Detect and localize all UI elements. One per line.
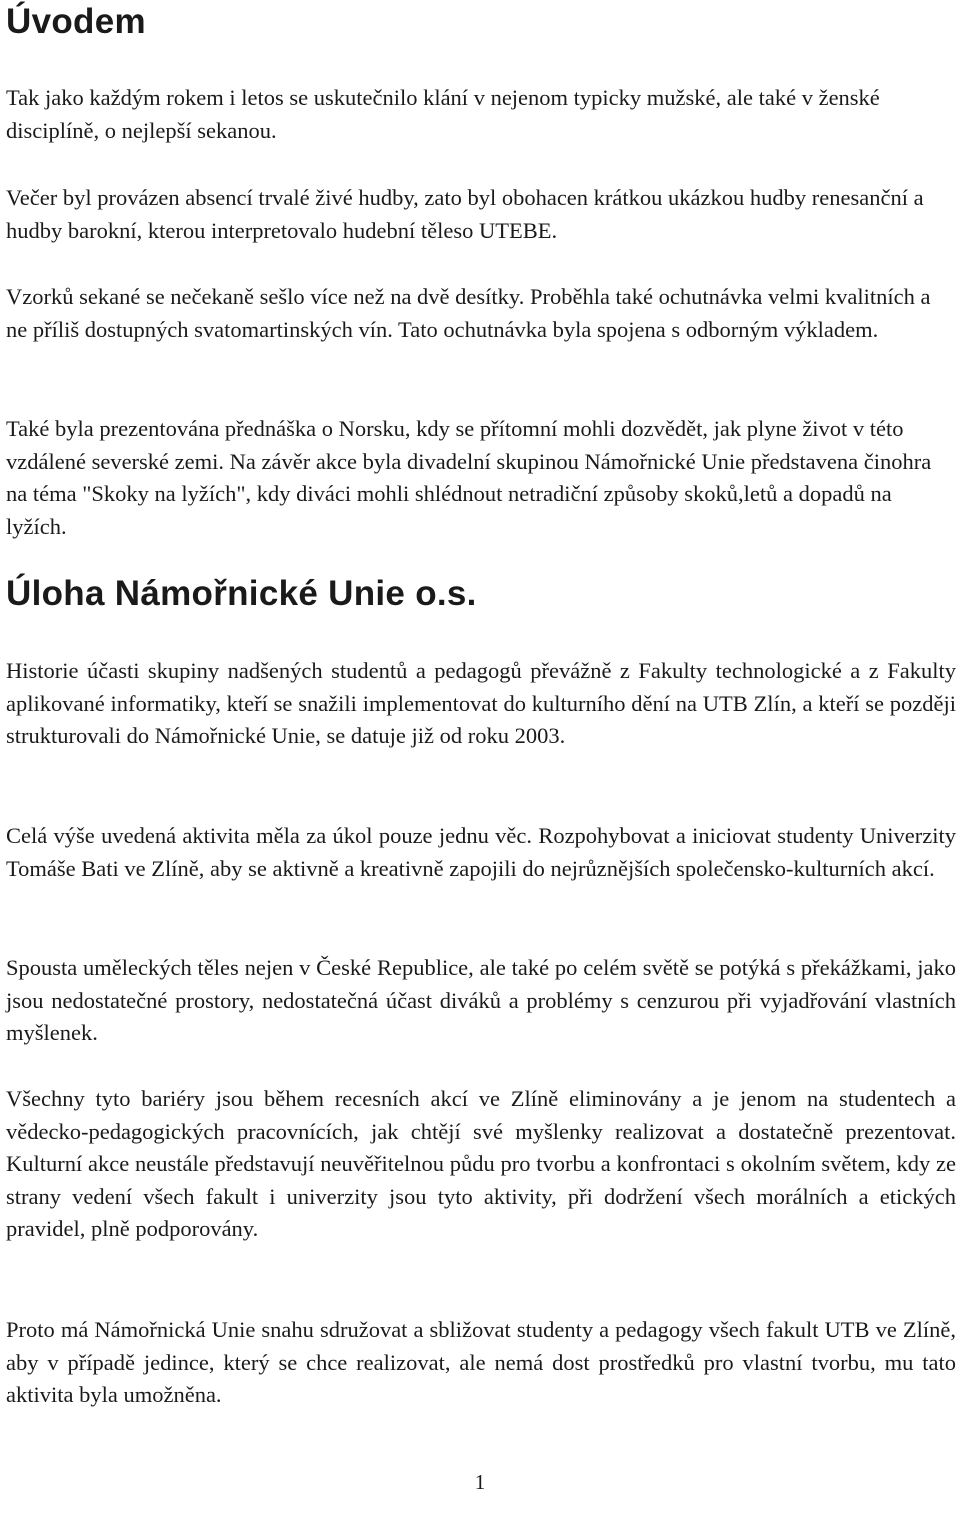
section-title-uvodem: Úvodem [6, 2, 146, 41]
paragraph: Vzorků sekané se nečekaně sešlo více než na dvě desítky. Proběhla také ochutnávka velmi kvalitních a ne příliš dostupných svatomartinských vín. Tato ochutnávka byla spojena s odborným výkladem. [6, 284, 931, 342]
paragraph: Večer byl provázen absencí trvalé živé hudby, zato byl obohacen krátkou ukázkou hudby renesanční a hudby barokní, kterou interpretovalo hudební těleso UTEBE. [6, 185, 924, 243]
paragraph: Celá výše uvedená aktivita měla za úkol pouze jednu věc. Rozpohybovat a iniciovat studenty Univerzity Tomáše Bati ve Zlíně, aby se aktivně a kreativně zapojili do nejrůznějších společensko-kulturních akcí. [6, 823, 956, 881]
paragraph: Proto má Námořnická Unie snahu sdružovat a sbližovat studenty a pedagogy všech fakult UTB ve Zlíně, aby v případě jedince, který se chce realizovat, ale nemá dost prostředků pro vlastní tvorbu, mu tato aktivita byla umožněna. [6, 1317, 956, 1407]
paragraph: Historie účasti skupiny nadšených studentů a pedagogů převážně z Fakulty technologické a z Fakulty aplikované informatiky, kteří se snažili implementovat do kulturního dění na UTB Zlín, a kteří se později strukturovali do Námořnické Unie, se datuje již od roku 2003. [6, 658, 956, 748]
paragraph: Také byla prezentována přednáška o Norsku, kdy se přítomní mohli dozvědět, jak plyne život v této vzdálené severské zemi. Na závěr akce byla divadelní skupinou Námořnické Unie představena činohra na téma "Skoky na lyžích", kdy diváci mohli shlédnout netradiční způsoby skoků,letů a dopadů na lyžích. [6, 416, 932, 539]
paragraph: Spousta uměleckých těles nejen v České Republice, ale také po celém světě se potýká s překážkami, jako jsou nedostatečné prostory, nedostatečná účast diváků a problémy s cenzurou při vyjadřování vlastních myšlenek. [6, 955, 956, 1045]
section-title-uloha: Úloha Námořnické Unie o.s. [6, 574, 477, 613]
paragraph: Všechny tyto bariéry jsou během recesních akcí ve Zlíně eliminovány a je jenom na studentech a vědecko-pedagogických pracovnících, jak chtějí své myšlenky realizovat a dostatečně prezentovat. Kulturní akce neustále představují neuvěřitelnou půdu pro tvorbu a konfrontaci s okolním světem, kdy ze strany vedení všech fakult i univerzity jsou tyto aktivity, při dodržení všech morálních a etických pravidel, plně podporovány. [6, 1086, 956, 1241]
page-number: 1 [474, 1470, 486, 1494]
paragraph: Tak jako každým rokem i letos se uskutečnilo klání v nejenom typicky mužské, ale také v ženské disciplíně, o nejlepší sekanou. [6, 85, 880, 143]
